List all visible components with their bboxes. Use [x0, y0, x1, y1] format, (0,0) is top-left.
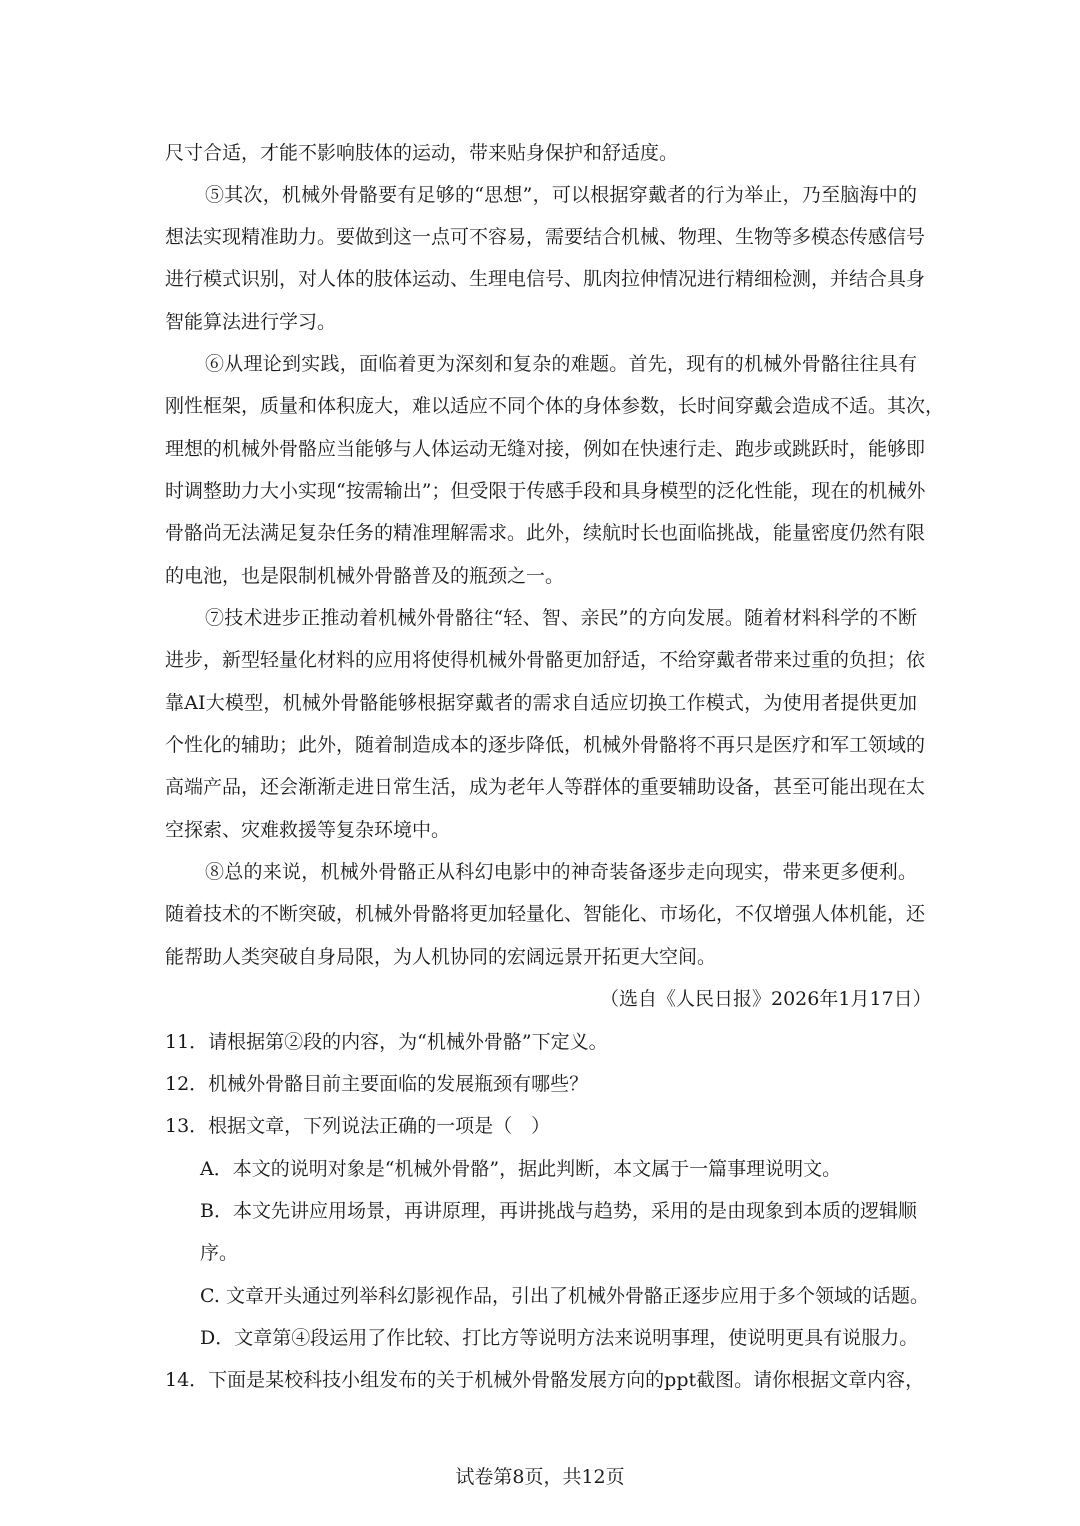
paragraph-7-line-4: 个性化的辅助；此外，随着制造成本的逐步降低，机械外骨骼将不再只是医疗和军工领域的: [165, 734, 926, 756]
paragraph-7-line-5: 高端产品，还会渐渐走进日常生活，成为老年人等群体的重要辅助设备，甚至可能出现在太: [165, 776, 926, 798]
paragraph-6-line-2: 刚性框架，质量和体积庞大，难以适应不同个体的身体参数，长时间穿戴会造成不适。其次，: [165, 395, 945, 417]
paragraph-5-line-2: 想法实现精准助力。要做到这一点可不容易，需要结合机械、物理、生物等多模态传感信号: [165, 226, 926, 248]
paragraph-4-line-1: 尺寸合适，才能不影响肢体的运动，带来贴身保护和舒适度。: [165, 142, 679, 164]
paragraph-8-line-2: 随着技术的不断突破，机械外骨骼将更加轻量化、智能化、市场化，不仅增强人体机能，还: [165, 903, 926, 925]
paragraph-5-line-3: 进行模式识别，对人体的肢体运动、生理电信号、肌肉拉伸情况进行精细检测，并结合具身: [165, 268, 926, 290]
question-13-option-d: D．文章第④段运用了作比较、打比方等说明方法来说明事理，使说明更具有说服力。: [200, 1327, 919, 1349]
question-12: 12．机械外骨骼目前主要面临的发展瓶颈有哪些？: [165, 1073, 589, 1095]
question-13-option-b-line-2: 序。: [200, 1242, 239, 1264]
question-13-option-b-line-1: B．本文先讲应用场景，再讲原理，再讲挑战与趋势，采用的是由现象到本质的逻辑顺: [200, 1200, 917, 1222]
paragraph-6-line-3: 理想的机械外骨骼应当能够与人体运动无缝对接，例如在快速行走、跑步或跳跃时，能够即: [165, 438, 926, 460]
question-13-option-c: C. 文章开头通过列举科幻影视作品，引出了机械外骨骼正逐步应用于多个领域的话题。: [200, 1285, 929, 1307]
paragraph-7-line-6: 空探索、灾难救援等复杂环境中。: [165, 819, 451, 841]
paragraph-6-line-4: 时调整助力大小实现“按需输出”；但受限于传感手段和具身模型的泛化性能，现在的机械外: [165, 480, 926, 502]
paragraph-7-line-2: 进步，新型轻量化材料的应用将使得机械外骨骼更加舒适，不给穿戴者带来过重的负担；依: [165, 649, 926, 671]
question-14: 14．下面是某校科技小组发布的关于机械外骨骼发展方向的ppt截图。请你根据文章内容，: [165, 1369, 925, 1391]
paragraph-5-line-4: 智能算法进行学习。: [165, 311, 337, 333]
paragraph-6-line-6: 的电池，也是限制机械外骨骼普及的瓶颈之一。: [165, 565, 565, 587]
paragraph-8-line-1: ⑧总的来说，机械外骨骼正从科幻电影中的神奇装备逐步走向现实，带来更多便利。: [205, 861, 917, 883]
page-footer: 试卷第8页，共12页: [455, 1466, 625, 1488]
paragraph-6-line-1: ⑥从理论到实践，面临着更为深刻和复杂的难题。首先，现有的机械外骨骼往往具有: [205, 353, 917, 375]
source-citation: （选自《人民日报》2026年1月17日）: [600, 988, 932, 1010]
question-13: 13．根据文章，下列说法正确的一项是（ ）: [165, 1115, 551, 1137]
paragraph-7-line-1: ⑦技术进步正推动着机械外骨骼往“轻、智、亲民”的方向发展。随着材料科学的不断: [205, 607, 917, 629]
question-11: 11．请根据第②段的内容，为“机械外骨骼”下定义。: [165, 1031, 608, 1053]
paragraph-5-line-1: ⑤其次，机械外骨骼要有足够的“思想”，可以根据穿戴者的行为举止，乃至脑海中的: [205, 184, 917, 206]
paragraph-6-line-5: 骨骼尚无法满足复杂任务的精准理解需求。此外，续航时长也面临挑战，能量密度仍然有限: [165, 522, 926, 544]
paragraph-8-line-3: 能帮助人类突破自身局限，为人机协同的宏阔远景开拓更大空间。: [165, 946, 717, 968]
question-13-option-a: A．本文的说明对象是“机械外骨骼”，据此判断，本文属于一篇事理说明文。: [200, 1158, 842, 1180]
paragraph-7-line-3: 靠AI大模型，机械外骨骼能够根据穿戴者的需求自适应切换工作模式，为使用者提供更加: [165, 692, 917, 714]
